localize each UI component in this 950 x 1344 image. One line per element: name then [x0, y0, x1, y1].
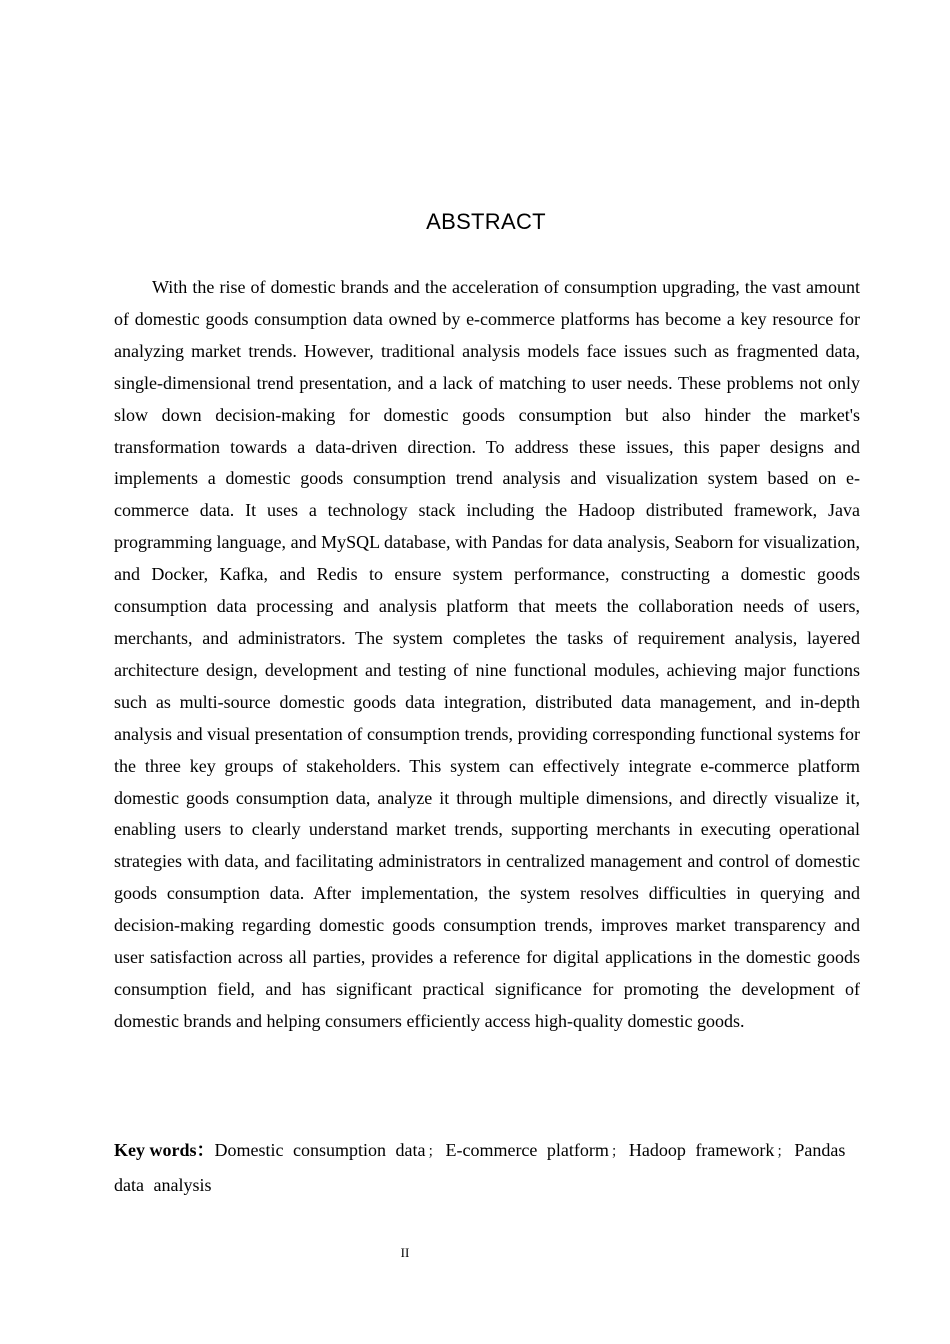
abstract-body: With the rise of domestic brands and the acceleration of consumption upgrading, the vast amount of domestic goods consumption data owned by e-commerce platforms has become a key resource for analyzing market trends. However, traditional analysis models face issues such as fragmented data, single-dimensional trend presentation, and a lack of matching to user needs. These problems not only slow down decision-making for domestic goods consumption but also hinder the market's transformation towards a data-driven direction. To address these issues, this paper designs and implements a domestic goods consumption trend analysis and visualization system based on e-commerce data. It uses a technology stack including the Hadoop distributed framework, Java programming language, and MySQL database, with Pandas for data analysis, Seaborn for visualization, and Docker, Kafka, and Redis to ensure system performance, constructing a domestic goods consumption data processing and analysis platform that meets the collaboration needs of users, merchants, and administrators. The system completes the tasks of requirement analysis, layered architecture design, development and testing of nine functional modules, achieving major functions such as multi-source domestic goods data integration, distributed data management, and in-depth analysis and visual presentation of consumption trends, providing corresponding functional systems for the three key groups of stakeholders. This system can effectively integrate e-commerce platform domestic goods consumption data, analyze it through multiple dimensions, and directly visualize it, enabling users to clearly understand market trends, supporting merchants in executing operational strategies with data, and facilitating administrators in centralized management and control of domestic goods consumption data. After implementation, the system resolves difficulties in querying and decision-making regarding domestic goods consumption trends, improves market transparency and user satisfaction across all parties, provides a reference for digital applications in the domestic goods consumption field, and has significant practical significance for promoting the development of domestic brands and helping consumers efficiently access high-quality domestic goods. — [114, 277, 860, 1031]
keyword-item: Pandas data analysis — [114, 1140, 846, 1195]
keyword-item: Hadoop framework — [628, 1140, 775, 1160]
keywords-label: Key words： — [114, 1140, 215, 1160]
abstract-title: ABSTRACT — [426, 209, 546, 234]
keyword-separator: ； — [427, 1145, 442, 1160]
keywords-line — [114, 1134, 860, 1201]
keyword-item: Domestic consumption data — [214, 1140, 426, 1160]
keyword-item: E-commerce platform — [445, 1140, 609, 1160]
keyword-separator: ； — [610, 1145, 625, 1160]
page-number: II — [400, 1245, 410, 1260]
keyword-separator: ； — [776, 1145, 791, 1160]
